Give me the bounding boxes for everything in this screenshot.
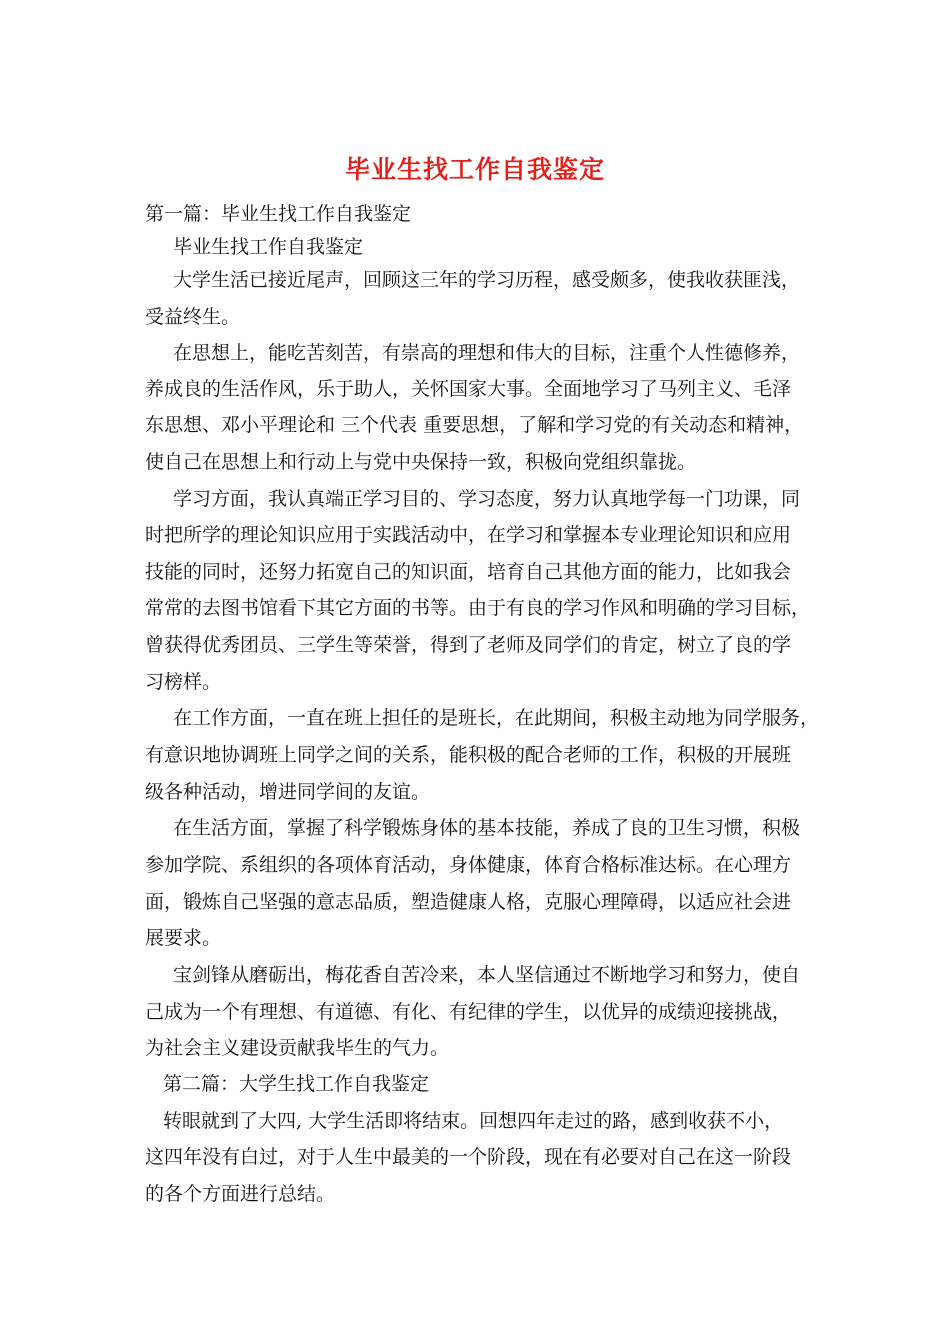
paragraph-line: 展要求。 <box>145 927 222 949</box>
document-title: 毕业生找工作自我鉴定 <box>344 155 605 184</box>
paragraph-line: 在思想上，能吃苦刻苦，有崇高的理想和伟大的目标，注重个人性德修养， <box>173 342 801 364</box>
paragraph-line: 技能的同时，还努力拓宽自己的知识面，培育自己其他方面的能力，比如我会 <box>145 561 792 583</box>
section-heading-2: 第二篇：大学生找工作自我鉴定 <box>163 1073 430 1095</box>
paragraph-line: 受益终生。 <box>145 306 241 328</box>
paragraph-line: 习榜样。 <box>145 671 222 693</box>
paragraph-line: 东思想、邓小平理论和 三个代表 重要思想，了解和学习党的有关动态和精神， <box>145 414 804 436</box>
paragraph-line: 有意识地协调班上同学之间的关系，能积极的配合老师的工作，积极的开展班 <box>145 744 792 766</box>
paragraph-line: 大学生活已接近尾声，回顾这三年的学习历程，感受颇多，使我收获匪浅， <box>173 269 801 291</box>
paragraph-line: 时把所学的理论知识应用于实践活动中，在学习和掌握本专业理论知识和应用 <box>145 524 792 546</box>
paragraph-line: 宝剑锋从磨砺出，梅花香自苦冷来，本人坚信通过不断地学习和努力，使自 <box>173 964 801 986</box>
paragraph-line: 养成良的生活作风，乐于助人，关怀国家大事。全面地学习了马列主义、毛泽 <box>145 378 792 400</box>
paragraph-line: 在工作方面，一直在班上担任的是班长，在此期间，积极主动地为同学服务， <box>173 707 820 729</box>
paragraph-line: 参加学院、系组织的各项体育活动，身体健康，体育合格标准达标。在心理方 <box>145 854 792 876</box>
paragraph-line: 曾获得优秀团员、三学生等荣誉，得到了老师及同学们的肯定，树立了良的学 <box>145 634 792 656</box>
paragraph-line: 的各个方面进行总结。 <box>145 1183 336 1205</box>
paragraph-line: 面，锻炼自己坚强的意志品质，塑造健康人格，克服心理障碍，以适应社会进 <box>145 891 792 913</box>
paragraph-line: 使自己在思想上和行动上与党中央保持一致，积极向党组织靠拢。 <box>145 451 697 473</box>
paragraph-line: 学习方面，我认真端正学习目的、学习态度，努力认真地学每一门功课，同 <box>173 488 801 510</box>
paragraph-line: 级各种活动，增进同学间的友谊。 <box>145 781 431 803</box>
paragraph-line: 常常的去图书馆看下其它方面的书等。由于有良的学习作风和明确的学习目标， <box>145 597 811 619</box>
paragraph-line: 在生活方面，掌握了科学锻炼身体的基本技能，养成了良的卫生习惯，积极 <box>173 817 801 839</box>
paragraph-line: 转眼就到了大四, 大学生活即将结束。回想四年走过的路，感到收获不小， <box>163 1110 784 1132</box>
paragraph-line: 这四年没有白过，对于人生中最美的一个阶段，现在有必要对自己在这一阶段 <box>145 1146 792 1168</box>
paragraph-line: 己成为一个有理想、有道德、有化、有纪律的学生，以优异的成绩迎接挑战， <box>145 1001 792 1023</box>
section-heading-1: 第一篇：毕业生找工作自我鉴定 <box>145 203 412 225</box>
subheading: 毕业生找工作自我鉴定 <box>173 236 364 258</box>
paragraph-line: 为社会主义建设贡献我毕生的气力。 <box>145 1037 450 1059</box>
